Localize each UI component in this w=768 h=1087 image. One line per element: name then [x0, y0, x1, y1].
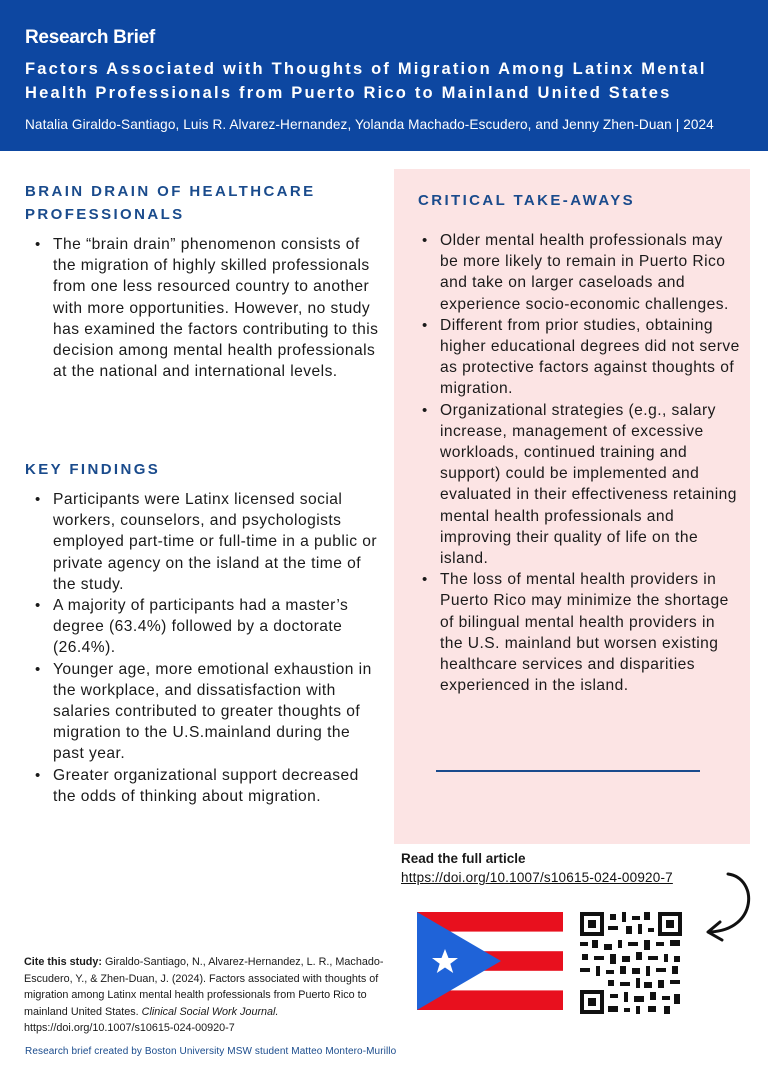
- takeaways-list: [416, 230, 742, 696]
- brief-label: Research Brief: [25, 27, 155, 48]
- brain-drain-heading: [25, 180, 365, 226]
- list-item: • Younger age, more emotional exhaustion in the workplace, and dissatisfaction with salaries contributed to greater thoughts of migration to the U.S.mainland during the past year.: [29, 659, 379, 765]
- citation-label: Cite this study:: [24, 956, 102, 968]
- list-item: • Older mental health professionals may be more likely to remain in Puerto Rico and take on larger caseloads and experience socio-economic challenges.: [416, 230, 742, 315]
- footer-credit: Research brief created by Boston University MSW student Matteo Montero-Murillo: [25, 1046, 397, 1057]
- takeaways-divider: [436, 770, 700, 772]
- authors-line: Natalia Giraldo-Santiago, Luis R. Alvarez-Hernandez, Yolanda Machado-Escudero, and Jenny Zhen-Duan | 2024: [25, 117, 714, 132]
- key-findings-list: [29, 489, 379, 807]
- brain-drain-heading-line1: BRAIN DRAIN OF HEALTHCARE: [25, 183, 316, 200]
- brief-title: Factors Associated with Thoughts of Migration Among Latinx Mental Health Professionals from Puerto Rico to Mainland United States: [25, 60, 707, 102]
- list-item: • The loss of mental health providers in Puerto Rico may minimize the shortage of bilingual mental health providers in the U.S. mainland but worsen existing healthcare services and disparities experienced in the island.: [416, 569, 742, 696]
- brain-drain-list: [29, 234, 379, 382]
- list-item: • Greater organizational support decreased the odds of thinking about migration.: [29, 765, 379, 807]
- header-banner: [0, 0, 768, 151]
- citation-journal: Clinical Social Work Journal.: [141, 1005, 279, 1018]
- article-link[interactable]: https://doi.org/10.1007/s10615-024-00920-7: [401, 870, 673, 885]
- curved-arrow-icon: [700, 864, 760, 948]
- key-findings-heading: KEY FINDINGS: [25, 461, 161, 478]
- list-item: • Participants were Latinx licensed social workers, counselors, and psychologists employed part-time or full-time in a public or private agency on the island at the time of the study.: [29, 489, 379, 595]
- citation-text: Giraldo-Santiago, N., Alvarez-Hernandez, L. R., Machado-Escudero, Y., & Zhen-Duan, J. (2024). Factors associated with thoughts of migration among Latinx mental health professionals from Puerto Rico to mainland United States.: [24, 956, 384, 1018]
- brain-drain-heading-line2: PROFESSIONALS: [25, 206, 185, 223]
- puerto-rico-flag: [417, 912, 563, 1010]
- list-item: • The “brain drain” phenomenon consists of the migration of highly skilled professionals from one less resourced country to another with more opportunities. However, no study has examined the factors contributing to this decision among mental health professionals at the national and international levels.: [29, 234, 379, 382]
- citation-doi: https://doi.org/10.1007/s10615-024-00920-7: [24, 1022, 235, 1035]
- qr-code: [578, 910, 684, 1016]
- list-item: • A majority of participants had a master’s degree (63.4%) followed by a doctorate (26.4%).: [29, 595, 379, 659]
- takeaways-heading: CRITICAL TAKE-AWAYS: [418, 192, 636, 209]
- citation-block: [24, 954, 404, 1037]
- list-item: • Organizational strategies (e.g., salary increase, management of excessive workloads, continued training and support) could be implemented and evaluated in their effectiveness retaining mental health professionals and improving their quality of life on the island.: [416, 400, 742, 570]
- read-article-label: Read the full article: [401, 851, 526, 866]
- list-item: • Different from prior studies, obtaining higher educational degrees did not serve as protective factors against thoughts of migration.: [416, 315, 742, 400]
